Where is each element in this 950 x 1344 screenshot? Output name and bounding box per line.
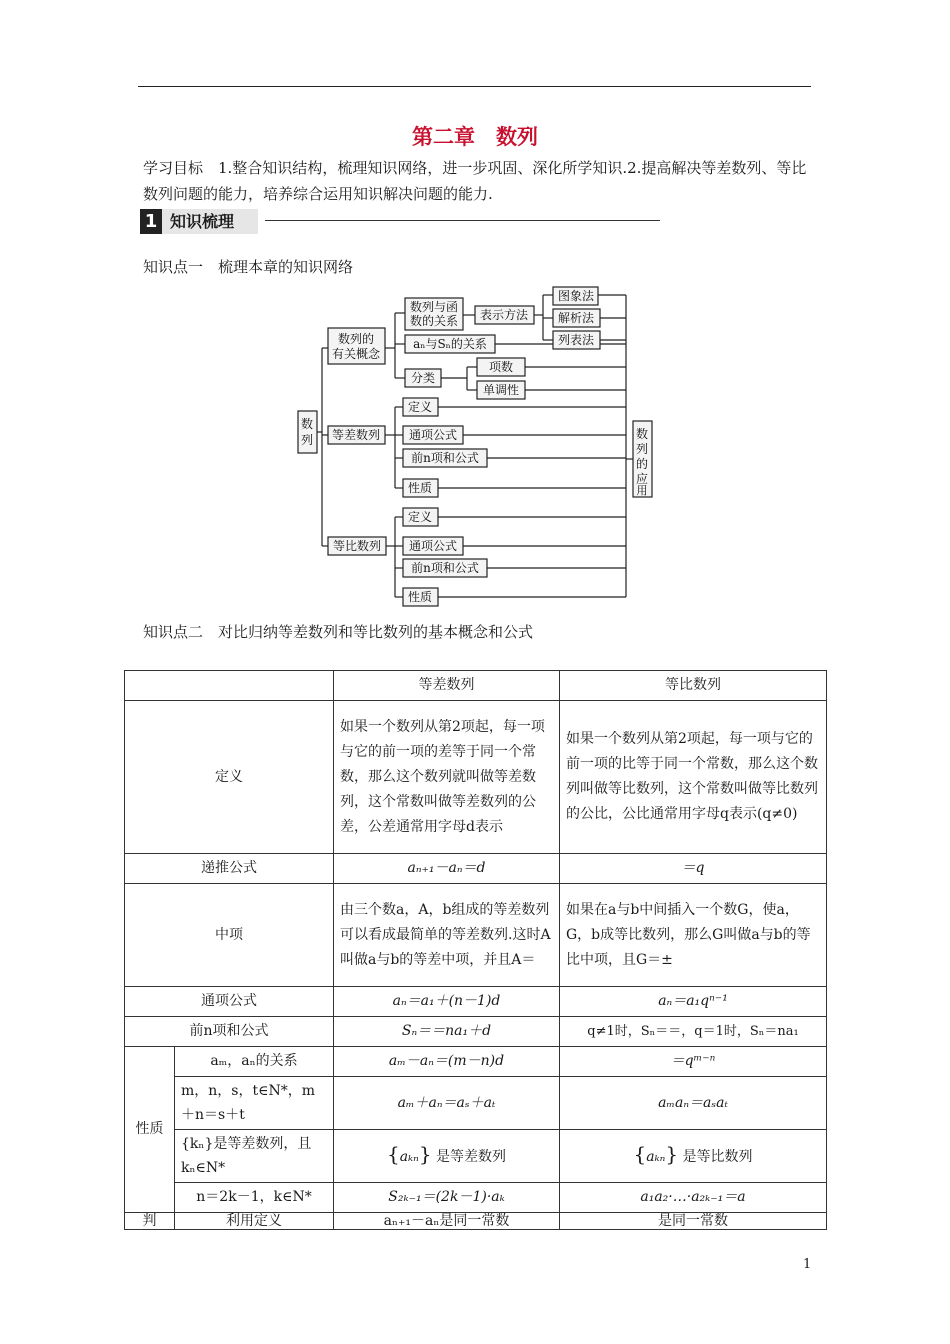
prop3-geo-symbol: aₖₙ xyxy=(646,1149,666,1165)
diagram-geo-item-1: 定义 xyxy=(407,510,433,524)
diagram-class-2: 单调性 xyxy=(482,383,520,397)
diagram-classify: 分类 xyxy=(410,371,436,385)
chapter-title: 第二章 数列 xyxy=(412,125,538,149)
prop3-label: {kₙ}是等差数列，且kₙ∈N* xyxy=(175,1130,334,1183)
cell-prop4-geo: a₁a₂·…·a₂ₖ₋₁＝a xyxy=(560,1183,827,1213)
diagram-arith-item-1: 定义 xyxy=(407,400,433,414)
cell-gen-geo: aₙ＝a₁qⁿ⁻¹ xyxy=(560,987,827,1017)
section-label: 知识梳理 xyxy=(162,209,258,234)
cell-judge1-arith: aₙ₊₁－aₙ是同一常数 xyxy=(334,1213,560,1230)
prop3-arith-text: 是等差数列 xyxy=(436,1149,507,1165)
section-rule xyxy=(265,220,660,221)
cell-prop3-geo: {aₖₙ} 是等比数列 xyxy=(560,1130,827,1183)
diagram-arith-item-2: 通项公式 xyxy=(408,428,458,442)
diagram-root-label: 数 xyxy=(300,417,314,431)
diagram-method-3: 列表法 xyxy=(557,333,595,347)
table-row xyxy=(125,1130,827,1183)
cell-mid-geo: 如果在a与b中间插入一个数G，使a，G，b成等比数列，那么G叫做a与b的等比中项，且G＝± xyxy=(560,884,827,987)
diagram-an-sn: aₙ与Sₙ的关系 xyxy=(413,337,487,351)
judge1-label: 利用定义 xyxy=(175,1213,334,1230)
row-label-def: 定义 xyxy=(125,701,334,854)
page-number: 1 xyxy=(803,1257,812,1272)
diagram-rep: 表示方法 xyxy=(479,308,529,322)
svg-text:的: 的 xyxy=(635,457,649,471)
cell-rec-geo: ＝q xyxy=(560,854,827,884)
header-blank xyxy=(125,671,334,701)
row-label-sum: 前n项和公式 xyxy=(125,1017,334,1047)
table-row xyxy=(125,854,827,884)
diagram-geo-item-4: 性质 xyxy=(407,590,433,604)
table-row xyxy=(125,701,827,854)
cell-gen-arith: aₙ＝a₁＋(n－1)d xyxy=(334,987,560,1017)
svg-text:列: 列 xyxy=(300,433,314,447)
cell-rec-arith: aₙ₊₁－aₙ＝d xyxy=(334,854,560,884)
section-header xyxy=(140,209,540,234)
table-row xyxy=(125,1047,827,1077)
cell-mid-arith: 由三个数a，A，b组成的等差数列可以看成最简单的等差数列.这时A叫做a与b的等差中项，并且A＝ xyxy=(334,884,560,987)
svg-text:数列的: 数列的 xyxy=(337,332,375,346)
diagram-geo-item-3: 前n项和公式 xyxy=(411,561,479,575)
diagram-arith: 等差数列 xyxy=(331,428,381,442)
learning-objectives: 学习目标 1.整合知识结构，梳理知识网络，进一步巩固、深化所学知识.2.提高解决等差数列、等比数列问题的能力，培养综合运用知识解决问题的能力. xyxy=(143,159,807,203)
row-label-rec: 递推公式 xyxy=(125,854,334,884)
table-row xyxy=(125,884,827,987)
table-row xyxy=(125,987,827,1017)
prop4-label: n＝2k－1，k∈N* xyxy=(175,1183,334,1213)
table-row xyxy=(125,1213,827,1230)
table-header-row xyxy=(125,671,827,701)
header-geo: 等比数列 xyxy=(560,671,827,701)
cell-prop4-arith: S₂ₖ₋₁＝(2k－1)·aₖ xyxy=(334,1183,560,1213)
svg-text:应: 应 xyxy=(635,472,649,486)
cell-judge1-geo: 是同一常数 xyxy=(560,1213,827,1230)
cell-prop3-arith: {aₖₙ} 是等差数列 xyxy=(334,1130,560,1183)
cell-sum-arith: Sₙ＝＝na₁＋d xyxy=(334,1017,560,1047)
cell-prop1-arith: aₘ－aₙ＝(m－n)d xyxy=(334,1047,560,1077)
cell-prop1-geo: ＝qᵐ⁻ⁿ xyxy=(560,1047,827,1077)
prop2-label: m，n，s，t∈N*，m＋n＝s＋t xyxy=(175,1077,334,1130)
diagram-geo-item-2: 通项公式 xyxy=(408,539,458,553)
section-number: 1 xyxy=(140,209,162,234)
header-arith: 等差数列 xyxy=(334,671,560,701)
row-label-mid: 中项 xyxy=(125,884,334,987)
cell-def-geo: 如果一个数列从第2项起，每一项与它的前一项的比等于同一个常数，那么这个数列叫做等比数列，这个常数叫做等比数列的公比，公比通常用字母q表示(q≠0) xyxy=(560,701,827,854)
cell-prop2-geo: aₘaₙ＝aₛaₜ xyxy=(560,1077,827,1130)
svg-text:数列与函: 数列与函 xyxy=(409,300,459,314)
svg-text:用: 用 xyxy=(636,484,648,497)
svg-text:有关概念: 有关概念 xyxy=(331,347,381,361)
row-label-prop: 性质 xyxy=(125,1047,175,1213)
diagram-method-2: 解析法 xyxy=(557,311,595,325)
knowledge-point-2: 知识点二 对比归纳等差数列和等比数列的基本概念和公式 xyxy=(143,623,534,641)
knowledge-network-diagram xyxy=(290,283,670,613)
diagram-class-1: 项数 xyxy=(488,360,514,374)
prop3-arith-symbol: aₖₙ xyxy=(399,1149,419,1165)
table-row xyxy=(125,1017,827,1047)
cell-sum-geo: q≠1时，Sₙ＝＝，q＝1时，Sₙ＝na₁ xyxy=(560,1017,827,1047)
header-rule xyxy=(138,86,811,87)
cell-prop2-arith: aₘ＋aₙ＝aₛ＋aₜ xyxy=(334,1077,560,1130)
diagram-method-1: 图象法 xyxy=(557,289,595,303)
diagram-arith-item-4: 性质 xyxy=(407,481,433,495)
svg-text:数: 数 xyxy=(635,427,649,441)
svg-text:列: 列 xyxy=(635,442,649,456)
row-label-judge: 判 xyxy=(125,1213,175,1230)
diagram-arith-item-3: 前n项和公式 xyxy=(411,451,479,465)
row-label-gen: 通项公式 xyxy=(125,987,334,1017)
prop3-geo-text: 是等比数列 xyxy=(682,1149,753,1165)
prop1-label: aₘ，aₙ的关系 xyxy=(175,1047,334,1077)
diagram-geo: 等比数列 xyxy=(332,539,382,553)
svg-text:数的关系: 数的关系 xyxy=(409,314,459,328)
table-row xyxy=(125,1183,827,1213)
comparison-table xyxy=(124,670,827,1230)
cell-def-arith: 如果一个数列从第2项起，每一项与它的前一项的差等于同一个常数，那么这个数列就叫做等差数列，这个常数叫做等差数列的公差，公差通常用字母d表示 xyxy=(334,701,560,854)
knowledge-point-1: 知识点一 梳理本章的知识网络 xyxy=(143,258,354,276)
table-row xyxy=(125,1077,827,1130)
